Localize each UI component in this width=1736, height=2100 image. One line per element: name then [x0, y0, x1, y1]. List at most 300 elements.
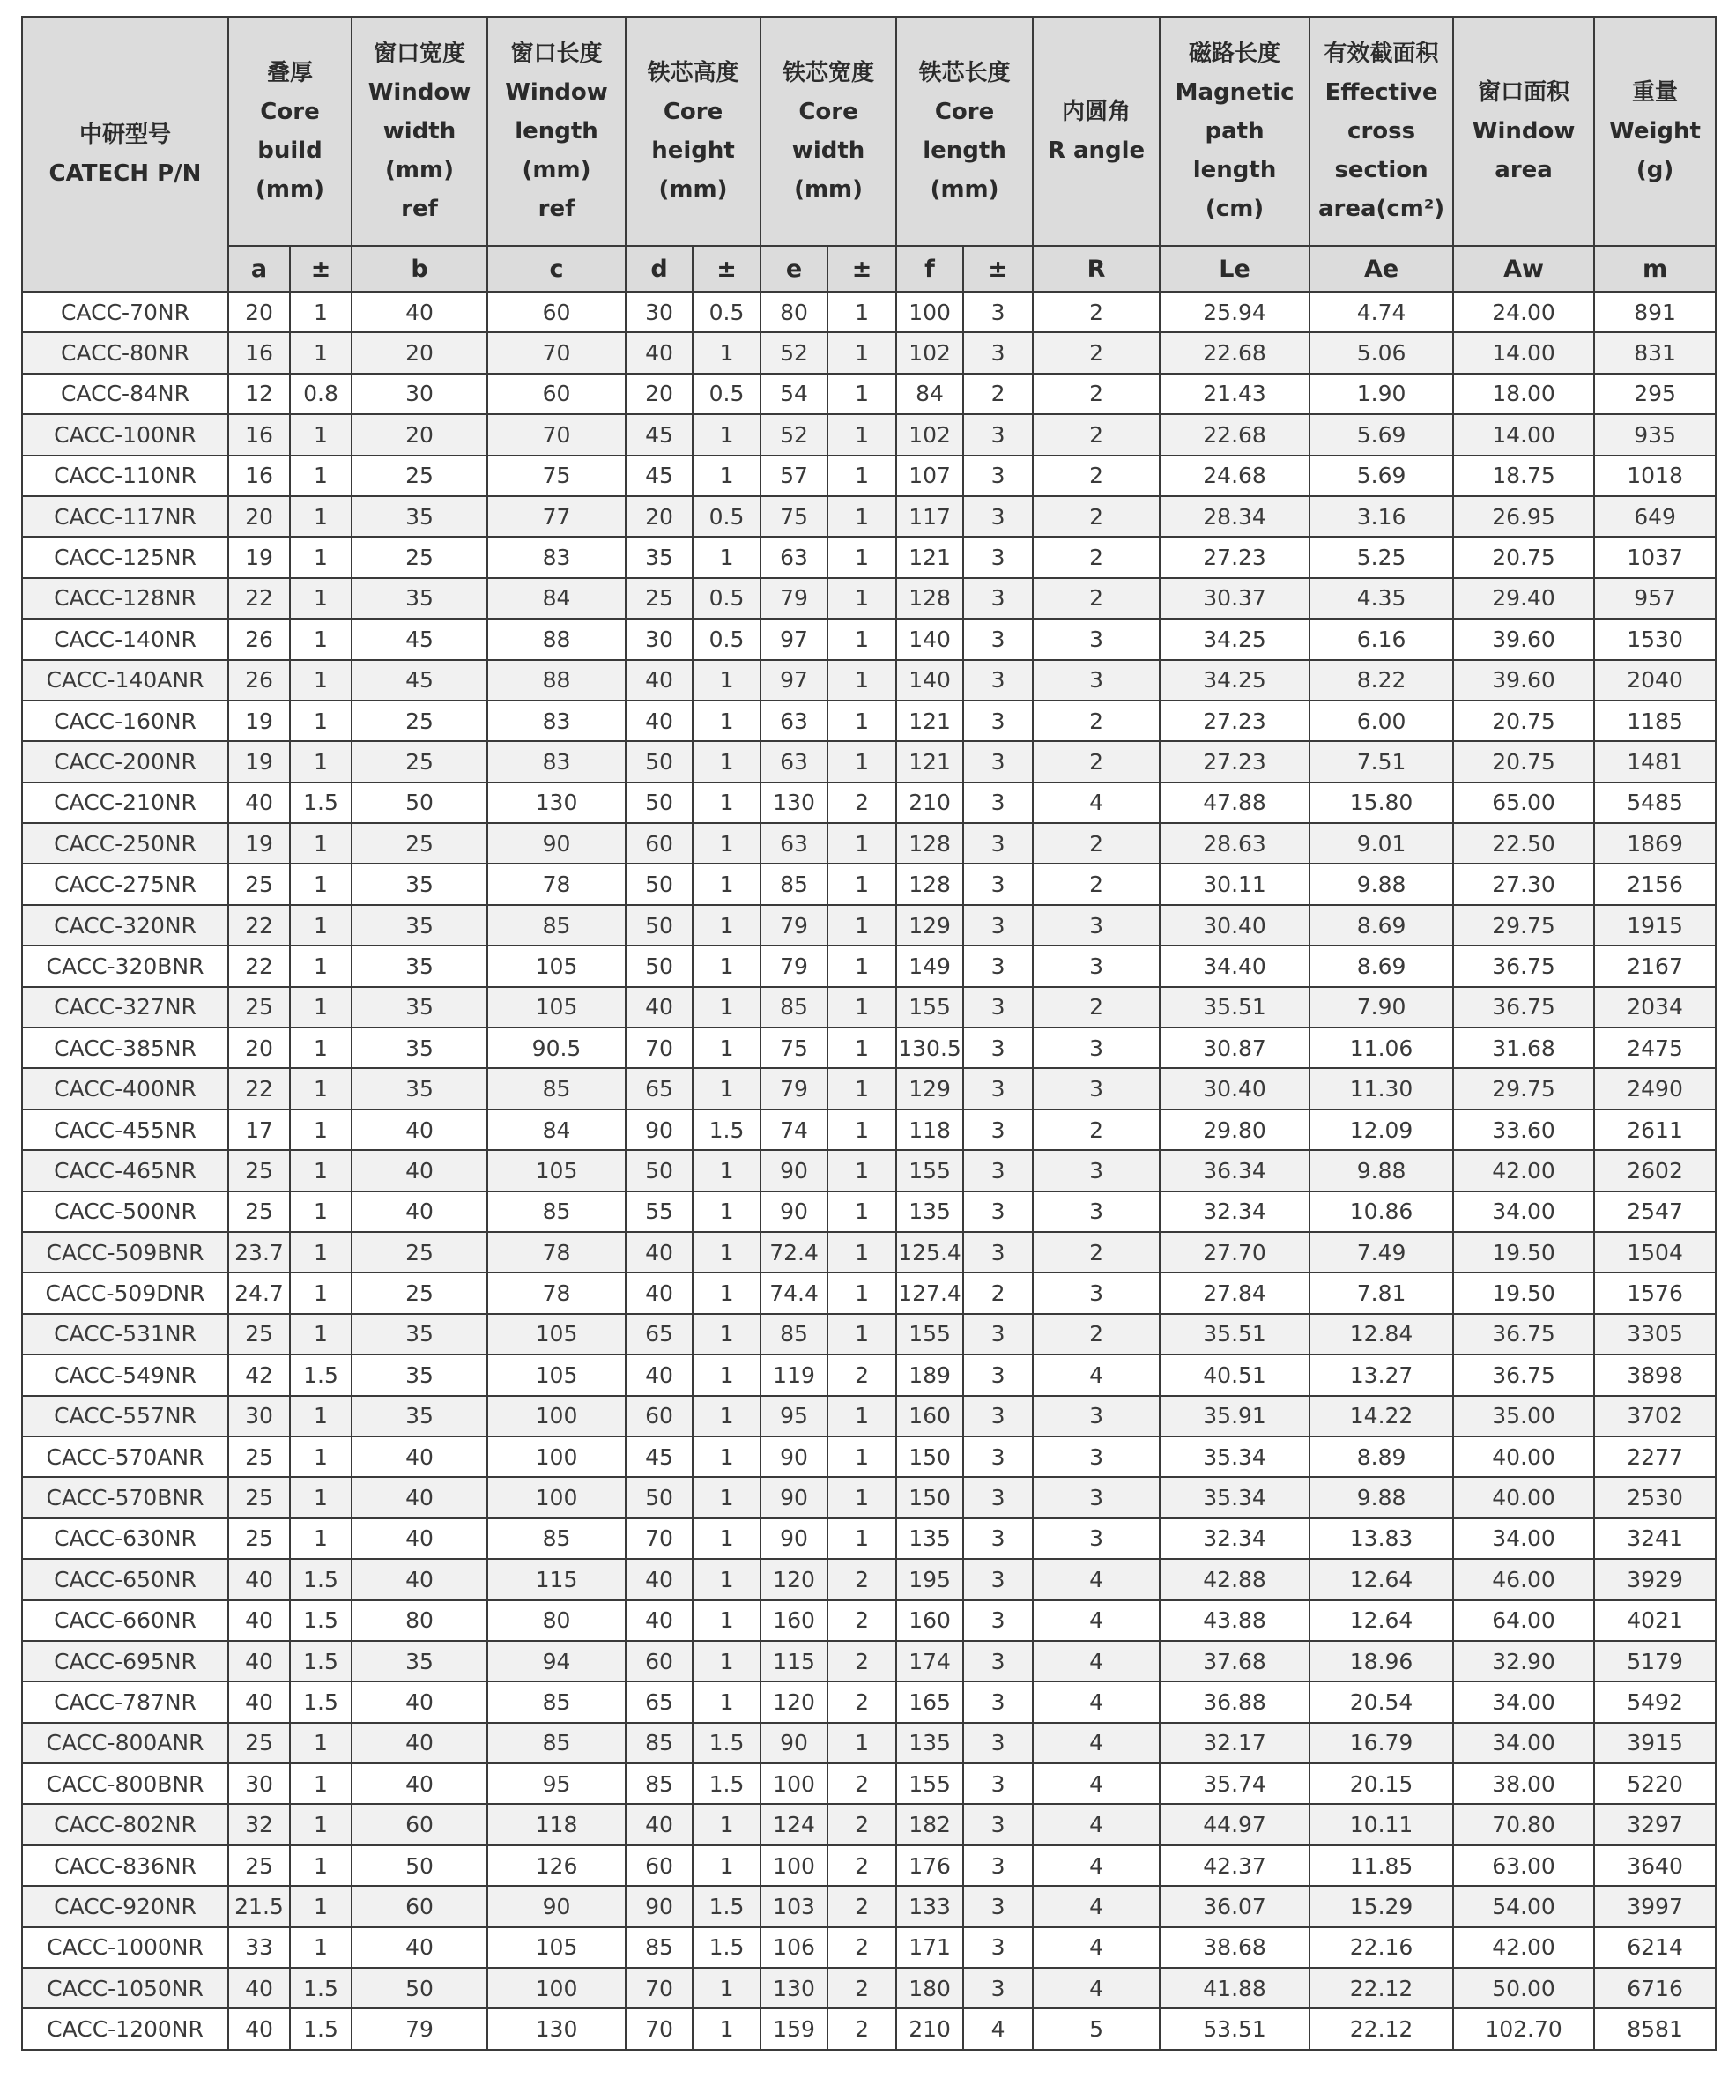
table-cell: 105 — [487, 1150, 626, 1191]
table-cell: 35.91 — [1160, 1396, 1309, 1436]
header-label-en: build — [257, 137, 323, 164]
table-cell: 19 — [228, 537, 290, 577]
header-weight — [1594, 17, 1716, 246]
table-cell: 1 — [827, 946, 896, 986]
table-cell: 1 — [693, 1436, 760, 1477]
table-cell: 84 — [487, 1109, 626, 1150]
table-cell: 1 — [827, 1436, 896, 1477]
table-cell: 19.50 — [1453, 1273, 1594, 1313]
table-cell: 100 — [760, 1763, 827, 1804]
table-cell: 20 — [626, 496, 693, 537]
table-row — [22, 2008, 1716, 2049]
table-cell: 0.5 — [693, 292, 760, 332]
table-cell: 3 — [963, 987, 1033, 1028]
table-cell: 1 — [693, 946, 760, 986]
table-cell: 50 — [626, 1150, 693, 1191]
table-cell: 40 — [352, 1927, 487, 1968]
table-cell: 16 — [228, 414, 290, 455]
table-cell: 1 — [290, 864, 352, 904]
table-cell: 40 — [626, 701, 693, 741]
table-cell: 2 — [827, 1354, 896, 1395]
table-cell: 60 — [352, 1804, 487, 1844]
table-cell: 22 — [228, 946, 290, 986]
table-row — [22, 1886, 1716, 1926]
table-cell: 649 — [1594, 496, 1716, 537]
table-cell: 52 — [760, 414, 827, 455]
header-label-zh: 铁芯宽度 — [783, 60, 875, 86]
table-cell: 25 — [352, 741, 487, 782]
table-cell: 2 — [827, 1559, 896, 1599]
header-label-en: Window — [1472, 118, 1576, 145]
table-cell: 3 — [963, 1109, 1033, 1150]
table-cell: 22.12 — [1309, 2008, 1453, 2049]
table-cell: 121 — [896, 741, 963, 782]
table-cell: 1.5 — [290, 1354, 352, 1395]
header-core-width — [760, 17, 896, 246]
table-cell: 155 — [896, 1314, 963, 1354]
table-cell: 1 — [827, 1273, 896, 1313]
table-cell: 12.84 — [1309, 1314, 1453, 1354]
table-cell: 79 — [760, 578, 827, 619]
table-row — [22, 1068, 1716, 1109]
table-cell: 20 — [228, 1028, 290, 1068]
header-label-en: width — [791, 137, 865, 164]
table-cell: 2 — [1033, 701, 1160, 741]
table-cell: 935 — [1594, 414, 1716, 455]
table-cell: 70 — [626, 2008, 693, 2049]
table-cell: 128 — [896, 578, 963, 619]
table-cell: 40 — [626, 1354, 693, 1395]
table-row — [22, 1600, 1716, 1641]
table-cell: 1 — [827, 1723, 896, 1763]
table-cell: 4 — [1033, 1968, 1160, 2008]
table-cell: 5492 — [1594, 1681, 1716, 1722]
table-cell: 40.00 — [1453, 1436, 1594, 1477]
table-cell: 100 — [760, 1845, 827, 1886]
table-cell: 5.69 — [1309, 414, 1453, 455]
table-row — [22, 783, 1716, 823]
part-number-cell: CACC-660NR — [22, 1600, 228, 1641]
table-cell: 39.60 — [1453, 660, 1594, 701]
table-row — [22, 864, 1716, 904]
table-cell: 1 — [290, 414, 352, 455]
table-cell: 33.60 — [1453, 1109, 1594, 1150]
table-cell: 15.29 — [1309, 1886, 1453, 1926]
header-label-en: height — [651, 137, 735, 164]
table-cell: 83 — [487, 537, 626, 577]
table-cell: 124 — [760, 1804, 827, 1844]
table-cell: 4021 — [1594, 1600, 1716, 1641]
part-number-cell: CACC-455NR — [22, 1109, 228, 1150]
table-cell: 25 — [228, 1845, 290, 1886]
table-cell: 3915 — [1594, 1723, 1716, 1763]
table-cell: 60 — [352, 1886, 487, 1926]
table-cell: 102.70 — [1453, 2008, 1594, 2049]
table-cell: 1 — [827, 660, 896, 701]
table-cell: 0.5 — [693, 619, 760, 659]
table-cell: 6214 — [1594, 1927, 1716, 1968]
table-cell: 74.4 — [760, 1273, 827, 1313]
table-cell: 31.68 — [1453, 1028, 1594, 1068]
table-cell: 150 — [896, 1477, 963, 1517]
table-cell: 1 — [290, 1232, 352, 1273]
header-row — [22, 17, 1716, 246]
table-cell: 1 — [827, 456, 896, 496]
table-cell: 27.23 — [1160, 701, 1309, 741]
table-cell: 128 — [896, 823, 963, 864]
table-cell: 4 — [1033, 1600, 1160, 1641]
table-cell: 3 — [963, 1723, 1033, 1763]
table-cell: 2547 — [1594, 1191, 1716, 1232]
table-cell: 1 — [290, 741, 352, 782]
header-label-en: Core — [260, 99, 320, 125]
part-number-cell: CACC-531NR — [22, 1314, 228, 1354]
table-cell: 1 — [290, 1886, 352, 1926]
table-cell: 97 — [760, 619, 827, 659]
table-cell: 1 — [827, 1028, 896, 1068]
table-row — [22, 1314, 1716, 1354]
table-cell: 3 — [963, 783, 1033, 823]
table-cell: 35.51 — [1160, 987, 1309, 1028]
table-cell: 11.85 — [1309, 1845, 1453, 1886]
table-cell: 2 — [1033, 1109, 1160, 1150]
table-cell: 3241 — [1594, 1518, 1716, 1559]
table-cell: 39.60 — [1453, 619, 1594, 659]
table-cell: 3 — [963, 292, 1033, 332]
table-cell: 32.34 — [1160, 1191, 1309, 1232]
table-cell: 1 — [827, 823, 896, 864]
table-cell: 149 — [896, 946, 963, 986]
table-cell: 40 — [626, 987, 693, 1028]
subheader-cell: R — [1033, 246, 1160, 292]
header-label-en: Magnetic — [1175, 79, 1295, 106]
table-cell: 1 — [693, 864, 760, 904]
table-cell: 35 — [352, 578, 487, 619]
table-cell: 15.80 — [1309, 783, 1453, 823]
table-cell: 25 — [352, 823, 487, 864]
table-cell: 3 — [963, 1804, 1033, 1844]
table-cell: 85 — [487, 1518, 626, 1559]
table-cell: 3 — [963, 1396, 1033, 1436]
table-cell: 17 — [228, 1109, 290, 1150]
table-cell: 25 — [228, 1436, 290, 1477]
part-number-cell: CACC-125NR — [22, 537, 228, 577]
table-cell: 8581 — [1594, 2008, 1716, 2049]
table-cell: 1 — [693, 1968, 760, 2008]
table-cell: 85 — [487, 1723, 626, 1763]
table-cell: 35 — [352, 1641, 487, 1681]
table-row — [22, 1109, 1716, 1150]
header-label-en: length — [515, 118, 598, 145]
table-row — [22, 374, 1716, 414]
table-cell: 103 — [760, 1886, 827, 1926]
table-cell: 22 — [228, 578, 290, 619]
table-cell: 1 — [693, 414, 760, 455]
table-cell: 1 — [827, 905, 896, 946]
table-cell: 84 — [487, 578, 626, 619]
table-cell: 21.43 — [1160, 374, 1309, 414]
table-cell: 160 — [896, 1600, 963, 1641]
table-cell: 29.75 — [1453, 1068, 1594, 1109]
table-cell: 1 — [827, 537, 896, 577]
part-number-cell: CACC-549NR — [22, 1354, 228, 1395]
header-window-length — [487, 17, 626, 246]
table-row — [22, 332, 1716, 373]
table-cell: 1576 — [1594, 1273, 1716, 1313]
header-label-zh: 重量 — [1632, 79, 1679, 106]
table-cell: 1 — [693, 1518, 760, 1559]
table-cell: 80 — [760, 292, 827, 332]
table-cell: 40 — [228, 1681, 290, 1722]
table-cell: 47.88 — [1160, 783, 1309, 823]
table-cell: 1 — [290, 1314, 352, 1354]
table-cell: 20 — [626, 374, 693, 414]
table-cell: 3 — [1033, 1396, 1160, 1436]
table-cell: 831 — [1594, 332, 1716, 373]
table-cell: 18.75 — [1453, 456, 1594, 496]
table-cell: 29.75 — [1453, 905, 1594, 946]
subheader-cell: b — [352, 246, 487, 292]
table-cell: 35.34 — [1160, 1436, 1309, 1477]
header-label-en: area — [1495, 157, 1553, 183]
table-cell: 1.5 — [693, 1886, 760, 1926]
table-cell: 1 — [693, 701, 760, 741]
table-cell: 63 — [760, 823, 827, 864]
header-label-en: path — [1205, 118, 1265, 145]
table-cell: 2611 — [1594, 1109, 1716, 1150]
table-cell: 50 — [626, 864, 693, 904]
table-cell: 25 — [228, 1191, 290, 1232]
table-cell: 40 — [352, 1723, 487, 1763]
table-cell: 130 — [760, 783, 827, 823]
table-cell: 100 — [487, 1477, 626, 1517]
table-cell: 8.69 — [1309, 946, 1453, 986]
table-cell: 90 — [487, 1886, 626, 1926]
table-cell: 130.5 — [896, 1028, 963, 1068]
table-cell: 85 — [487, 1681, 626, 1722]
table-cell: 77 — [487, 496, 626, 537]
part-number-cell: CACC-110NR — [22, 456, 228, 496]
table-cell: 50.00 — [1453, 1968, 1594, 2008]
table-cell: 78 — [487, 864, 626, 904]
table-cell: 40.00 — [1453, 1477, 1594, 1517]
table-cell: 1.5 — [290, 1641, 352, 1681]
header-label-unit: (mm) — [658, 176, 728, 203]
part-number-cell: CACC-84NR — [22, 374, 228, 414]
part-number-cell: CACC-509DNR — [22, 1273, 228, 1313]
table-cell: 36.88 — [1160, 1681, 1309, 1722]
table-cell: 64.00 — [1453, 1600, 1594, 1641]
table-cell: 1 — [693, 660, 760, 701]
table-cell: 40 — [228, 1600, 290, 1641]
table-cell: 40 — [626, 1804, 693, 1844]
header-label-zh: 窗口长度 — [510, 41, 603, 67]
table-cell: 50 — [626, 946, 693, 986]
header-label-unit: (mm) — [522, 157, 591, 183]
part-number-cell: CACC-1050NR — [22, 1968, 228, 2008]
table-cell: 5220 — [1594, 1763, 1716, 1804]
table-cell: 90 — [760, 1191, 827, 1232]
table-cell: 1 — [827, 1314, 896, 1354]
table-cell: 1 — [827, 864, 896, 904]
table-cell: 3 — [963, 1845, 1033, 1886]
table-cell: 1.5 — [693, 1109, 760, 1150]
table-cell: 60 — [626, 1641, 693, 1681]
table-cell: 80 — [487, 1600, 626, 1641]
table-cell: 140 — [896, 619, 963, 659]
part-number-cell: CACC-800BNR — [22, 1763, 228, 1804]
table-cell: 70 — [626, 1968, 693, 2008]
table-cell: 5.25 — [1309, 537, 1453, 577]
table-cell: 79 — [760, 1068, 827, 1109]
table-cell: 25 — [228, 1723, 290, 1763]
table-cell: 118 — [896, 1109, 963, 1150]
table-cell: 25 — [352, 701, 487, 741]
table-row — [22, 946, 1716, 986]
table-cell: 1185 — [1594, 701, 1716, 741]
header-label-en: Effective — [1324, 79, 1438, 106]
table-cell: 25 — [228, 864, 290, 904]
table-cell: 25 — [228, 987, 290, 1028]
table-cell: 34.40 — [1160, 946, 1309, 986]
table-row — [22, 1028, 1716, 1068]
table-cell: 22.16 — [1309, 1927, 1453, 1968]
table-cell: 1 — [290, 619, 352, 659]
part-number-cell: CACC-570BNR — [22, 1477, 228, 1517]
table-cell: 3 — [963, 1641, 1033, 1681]
table-cell: 35 — [352, 1354, 487, 1395]
table-cell: 3 — [963, 741, 1033, 782]
table-cell: 43.88 — [1160, 1600, 1309, 1641]
table-cell: 105 — [487, 987, 626, 1028]
table-cell: 1 — [693, 1845, 760, 1886]
header-label-zh: 窗口面积 — [1478, 79, 1570, 106]
table-cell: 12.09 — [1309, 1109, 1453, 1150]
subheader-cell: ± — [693, 246, 760, 292]
table-cell: 88 — [487, 619, 626, 659]
table-cell: 40 — [228, 1559, 290, 1599]
table-cell: 45 — [626, 456, 693, 496]
table-cell: 1 — [693, 1068, 760, 1109]
table-cell: 3 — [963, 578, 1033, 619]
table-cell: 50 — [626, 905, 693, 946]
table-cell: 28.63 — [1160, 823, 1309, 864]
table-cell: 11.30 — [1309, 1068, 1453, 1109]
table-cell: 35 — [352, 1396, 487, 1436]
table-cell: 100 — [487, 1436, 626, 1477]
table-cell: 1 — [693, 905, 760, 946]
table-row — [22, 1191, 1716, 1232]
table-cell: 3 — [963, 1314, 1033, 1354]
table-row — [22, 1927, 1716, 1968]
table-cell: 40 — [626, 660, 693, 701]
table-cell: 18.96 — [1309, 1641, 1453, 1681]
table-cell: 20.54 — [1309, 1681, 1453, 1722]
table-cell: 3 — [963, 1232, 1033, 1273]
table-cell: 35.34 — [1160, 1477, 1309, 1517]
table-cell: 45 — [626, 1436, 693, 1477]
table-row — [22, 1559, 1716, 1599]
table-cell: 1 — [693, 987, 760, 1028]
table-cell: 3 — [1033, 1191, 1160, 1232]
table-cell: 3 — [1033, 1028, 1160, 1068]
table-cell: 24.00 — [1453, 292, 1594, 332]
table-cell: 1869 — [1594, 823, 1716, 864]
table-cell: 45 — [626, 414, 693, 455]
part-number-cell: CACC-210NR — [22, 783, 228, 823]
table-cell: 2 — [827, 1927, 896, 1968]
table-cell: 10.86 — [1309, 1191, 1453, 1232]
table-cell: 35 — [352, 987, 487, 1028]
table-cell: 1 — [693, 1641, 760, 1681]
table-cell: 1 — [290, 1191, 352, 1232]
table-cell: 50 — [626, 783, 693, 823]
table-cell: 1 — [693, 823, 760, 864]
table-row — [22, 1968, 1716, 2008]
table-cell: 159 — [760, 2008, 827, 2049]
table-cell: 1 — [693, 2008, 760, 2049]
table-cell: 160 — [896, 1396, 963, 1436]
header-label-unit: (mm) — [794, 176, 864, 203]
table-row — [22, 660, 1716, 701]
table-cell: 4.74 — [1309, 292, 1453, 332]
table-cell: 1 — [290, 456, 352, 496]
table-cell: 2167 — [1594, 946, 1716, 986]
table-cell: 100 — [487, 1968, 626, 2008]
table-cell: 7.90 — [1309, 987, 1453, 1028]
table-cell: 210 — [896, 783, 963, 823]
table-cell: 65.00 — [1453, 783, 1594, 823]
part-number-cell: CACC-250NR — [22, 823, 228, 864]
table-cell: 3 — [963, 1559, 1033, 1599]
table-cell: 45 — [352, 619, 487, 659]
table-cell: 85 — [487, 1068, 626, 1109]
table-cell: 23.7 — [228, 1232, 290, 1273]
header-label-en: cross — [1347, 118, 1416, 145]
table-cell: 2 — [1033, 414, 1160, 455]
table-cell: 8.89 — [1309, 1436, 1453, 1477]
table-cell: 135 — [896, 1518, 963, 1559]
table-cell: 36.07 — [1160, 1886, 1309, 1926]
header-label-zh: 磁路长度 — [1189, 41, 1281, 67]
table-cell: 3 — [1033, 619, 1160, 659]
table-cell: 295 — [1594, 374, 1716, 414]
header-label-en: Core — [934, 99, 995, 125]
table-cell: 3297 — [1594, 1804, 1716, 1844]
table-cell: 2 — [827, 1968, 896, 2008]
table-row — [22, 1477, 1716, 1517]
table-cell: 1 — [827, 1191, 896, 1232]
table-row — [22, 1396, 1716, 1436]
table-cell: 3997 — [1594, 1886, 1716, 1926]
table-cell: 22.68 — [1160, 332, 1309, 373]
header-label-zh: 铁芯高度 — [647, 60, 739, 86]
table-cell: 125.4 — [896, 1232, 963, 1273]
table-cell: 7.81 — [1309, 1273, 1453, 1313]
table-cell: 3 — [963, 946, 1033, 986]
table-cell: 4 — [1033, 1845, 1160, 1886]
table-cell: 35.74 — [1160, 1763, 1309, 1804]
table-cell: 27.30 — [1453, 864, 1594, 904]
table-cell: 25 — [228, 1150, 290, 1191]
table-cell: 1 — [290, 660, 352, 701]
table-cell: 1 — [693, 1232, 760, 1273]
table-cell: 1 — [290, 292, 352, 332]
part-number-cell: CACC-557NR — [22, 1396, 228, 1436]
table-cell: 42.37 — [1160, 1845, 1309, 1886]
table-cell: 35 — [352, 864, 487, 904]
table-cell: 40 — [228, 783, 290, 823]
